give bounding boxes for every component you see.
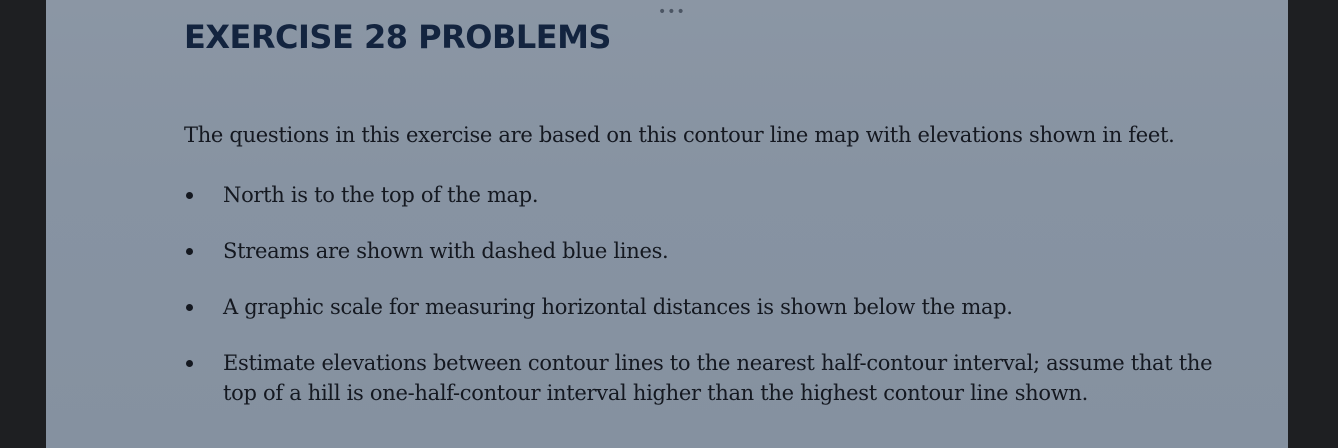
list-item-text: North is to the top of the map. (223, 183, 539, 207)
list-item-text: A graphic scale for measuring horizontal distances is shown below the map. (223, 295, 1013, 319)
bullet-icon (186, 248, 193, 255)
bullet-icon (186, 304, 193, 311)
document-page (46, 0, 1288, 448)
bullet-icon (186, 360, 193, 367)
intro-paragraph: The questions in this exercise are based on this contour line map with elevations shown in feet. (184, 123, 1175, 147)
list-item (184, 236, 1244, 266)
list-item (184, 180, 1244, 210)
list-item-text: Streams are shown with dashed blue lines. (223, 239, 669, 263)
more-horizontal-icon[interactable]: ••• (658, 4, 686, 20)
instruction-list (184, 180, 1244, 434)
page-title: EXERCISE 28 PROBLEMS (184, 18, 611, 56)
list-item-text: Estimate elevations between contour lines to the nearest half-contour interval; assume that the top of a hill is one-half-contour interval higher than the highest contour line shown. (223, 351, 1213, 405)
list-item (184, 348, 1244, 408)
list-item (184, 292, 1244, 322)
bullet-icon (186, 192, 193, 199)
